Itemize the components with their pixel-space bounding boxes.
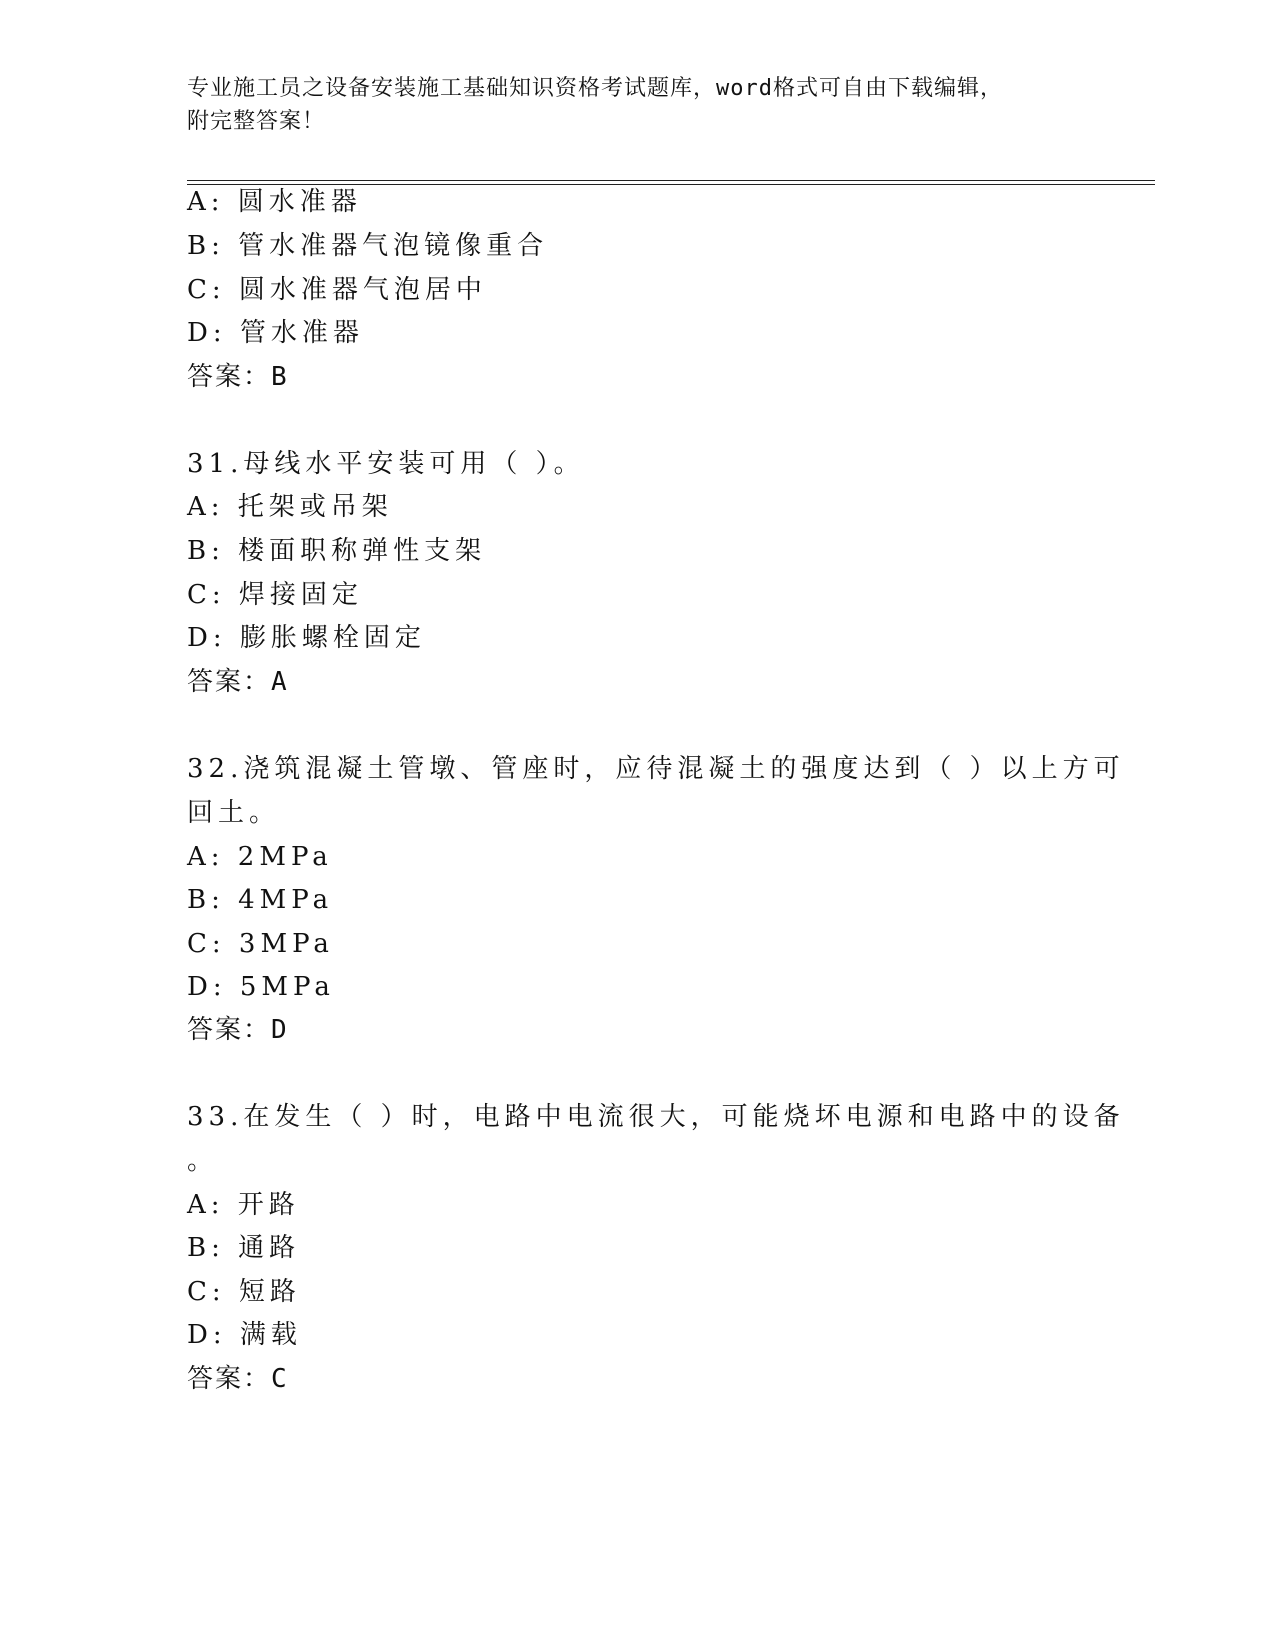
q32-option-a: A: 2MPa (187, 842, 333, 872)
q33-option-d: D: 满载 (187, 1320, 302, 1350)
q30-option-a: A: 圆水准器 (187, 187, 362, 217)
q33-option-a: A: 开路 (187, 1190, 300, 1220)
q33-option-c: C: 短路 (187, 1277, 301, 1307)
q33-question-line-1: 33.在发生（ ）时，电路中电流很大，可能烧坏电源和电路中的设备 (187, 1102, 1125, 1132)
q30-option-b: B: 管水准器气泡镜像重合 (187, 231, 549, 261)
header-divider-top (187, 180, 1155, 181)
q30-option-c: C: 圆水准器气泡居中 (187, 275, 487, 305)
q32-option-c: C: 3MPa (187, 929, 334, 959)
q31-option-d: D: 膨胀螺栓固定 (187, 623, 426, 653)
q30-option-d: D: 管水准器 (187, 318, 364, 348)
q32-answer: 答案：D (187, 1015, 289, 1045)
q31-option-c: C: 焊接固定 (187, 580, 363, 610)
q30-answer: 答案：B (187, 362, 289, 392)
q32-question-line-1: 32.浇筑混凝土管墩、管座时，应待混凝土的强度达到（ ）以上方可 (187, 754, 1125, 784)
q33-option-b: B: 通路 (187, 1233, 301, 1263)
q33-question-line-2: 。 (187, 1146, 219, 1176)
q31-option-b: B: 楼面职称弹性支架 (187, 536, 487, 566)
q31-question: 31.母线水平安装可用（ ）。 (187, 449, 585, 479)
q33-answer: 答案：C (187, 1364, 289, 1394)
header-line-1: 专业施工员之设备安装施工基础知识资格考试题库，word格式可自由下载编辑， (187, 76, 1003, 101)
header-line-2: 附完整答案！ (187, 109, 326, 134)
document-header (187, 72, 1067, 138)
q32-question-line-2: 回土。 (187, 798, 281, 828)
q31-answer: 答案：A (187, 667, 289, 697)
q32-option-b: B: 4MPa (187, 885, 334, 915)
q32-option-d: D: 5MPa (187, 972, 335, 1002)
q31-option-a: A: 托架或吊架 (187, 492, 393, 522)
